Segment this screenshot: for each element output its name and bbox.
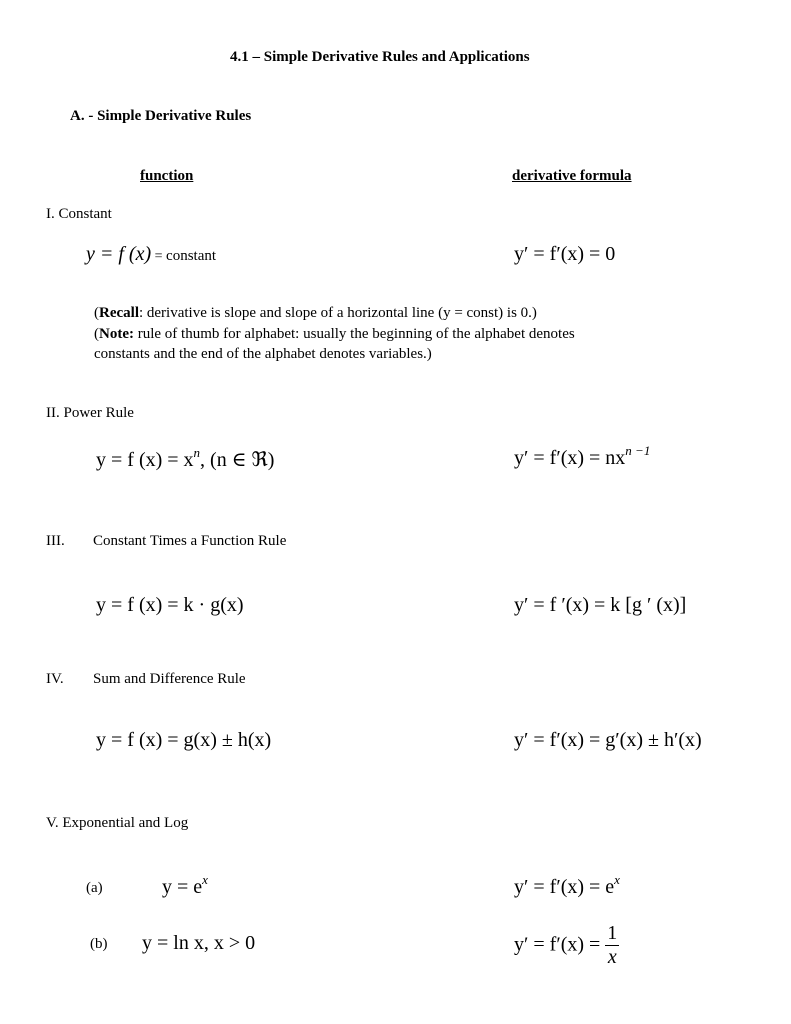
sum-difference-numeral: IV. bbox=[46, 671, 64, 687]
constant-function-formula bbox=[86, 243, 216, 266]
alphabet-note-line2: constants and the end of the alphabet denotes variables.) bbox=[94, 346, 432, 362]
section-a-heading: A. - Simple Derivative Rules bbox=[70, 108, 252, 124]
constant-times-numeral: III. bbox=[46, 533, 65, 549]
log-function-formula: y = ln x, x > 0 bbox=[142, 932, 256, 954]
exp-derivative-formula: $y' = f'(x) = e^x$ bbox=[514, 872, 620, 898]
page-title: 4.1 – Simple Derivative Rules and Applications bbox=[230, 49, 530, 65]
alphabet-note: (Note: rule of thumb for alphabet: usually the beginning of the alphabet denotes bbox=[94, 326, 575, 342]
constant-derivative-formula: y′ = f′(x) = 0 bbox=[514, 243, 616, 265]
constant-word: constant bbox=[166, 248, 217, 264]
constant-times-heading: Constant Times a Function Rule bbox=[93, 533, 287, 549]
constant-times-function-formula: y = f (x) = k · g(x) bbox=[96, 594, 244, 616]
exp-label: (a) bbox=[86, 880, 103, 896]
constant-function-lhs: y = f (x) bbox=[86, 243, 152, 265]
column-header-derivative: derivative formula bbox=[512, 168, 632, 184]
sum-difference-function-formula: y = f (x) = g(x) ± h(x) bbox=[96, 729, 272, 751]
constant-heading: I. Constant bbox=[46, 206, 112, 222]
fraction-denominator: x bbox=[607, 946, 617, 968]
log-derivative-formula: y′ = f′(x) = $\frac{1}{x}$ bbox=[514, 922, 618, 968]
power-rule-heading: II. Power Rule bbox=[46, 405, 134, 421]
exp-log-heading: V. Exponential and Log bbox=[46, 815, 189, 831]
constant-times-derivative-formula: y′ = f ′(x) = k [g ′ (x)] bbox=[514, 594, 687, 616]
column-header-function: function bbox=[140, 168, 194, 184]
log-label: (b) bbox=[90, 936, 108, 952]
power-function-formula: y = f $(x) = x^n$, (n ∈ ℜ) bbox=[96, 445, 275, 471]
exp-function-formula: $y = e^x$ bbox=[162, 872, 208, 898]
power-derivative-formula: $y' = f'(x) = nx^{n -1}$ bbox=[514, 443, 651, 469]
sum-difference-derivative-formula: y′ = f′(x) = g′(x) ± h′(x) bbox=[514, 729, 702, 751]
fraction-numerator: 1 bbox=[607, 922, 618, 944]
recall-note: (Recall: derivative is slope and slope of a horizontal line (y = const) is 0.) bbox=[94, 305, 537, 321]
constant-equals: = bbox=[151, 249, 167, 264]
sum-difference-heading: Sum and Difference Rule bbox=[93, 671, 246, 687]
log-derivative-fraction bbox=[605, 922, 619, 968]
